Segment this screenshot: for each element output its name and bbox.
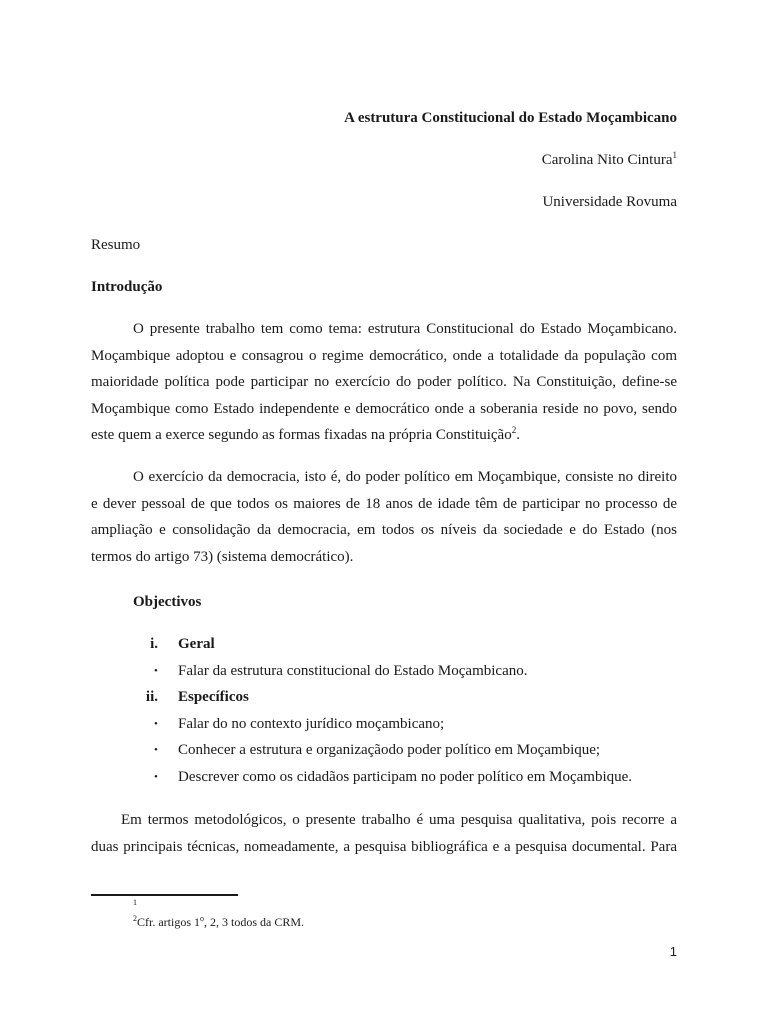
paragraph-line: O presente trabalho tem como tema: estrutura Constitucional do Estado Moçambicano.	[133, 321, 677, 337]
bullet-icon: •	[154, 744, 158, 756]
intro-paragraph-2	[91, 468, 677, 574]
bullet-icon: •	[154, 718, 158, 730]
paragraph-line: O exercício da democracia, isto é, do poder político em Moçambique, consiste no direito	[133, 469, 677, 485]
paragraph-line: Moçambique adoptou e consagrou o regime democrático, onde a totalidade da população com	[91, 347, 677, 364]
footnote-1: 1	[133, 898, 137, 907]
general-label: Geral	[178, 636, 215, 652]
list-item: Conhecer a estrutura e organizaçãodo poder político em Moçambique;	[178, 742, 601, 758]
intro-heading: Introdução	[91, 279, 163, 295]
document-title: A estrutura Constitucional do Estado Moçambicano	[344, 110, 677, 126]
footnote-ref-2: 2	[511, 425, 517, 435]
institution: Universidade Rovuma	[542, 194, 677, 210]
bullet-icon: •	[154, 665, 158, 677]
list-marker-ii: ii.	[145, 689, 158, 705]
footnote-2: $^2$Cfr. artigos 1$^o$, 2, 3 todos da CRM.	[133, 914, 305, 929]
paragraph-line: termos do artigo 73) (sistema democrático).	[91, 548, 354, 565]
methodology-paragraph	[91, 811, 677, 864]
list-item: Falar do no contexto jurídico moçambicano;	[178, 716, 445, 732]
author-line	[542, 151, 677, 169]
bullet-icon: •	[154, 771, 158, 783]
list-item: Descrever como os cidadãos participam no poder político em Moçambique.	[178, 769, 633, 785]
paragraph-line: Em termos metodológicos, o presente trabalho é uma pesquisa qualitativa, pois recorre a	[121, 812, 677, 828]
paragraph-line: e dever pessoal de que todos os maiores de 18 anos de idade têm de participar no processo de	[91, 495, 677, 512]
list-marker-i: i.	[150, 636, 158, 652]
paragraph-line: Moçambique como Estado independente e democrático onde a soberania reside no povo, sendo	[91, 400, 677, 417]
resumo-heading: Resumo	[91, 237, 141, 253]
author-name: Carolina Nito Cintura	[541, 152, 673, 168]
paragraph-line: duas principais técnicas, nomeadamente, a pesquisa bibliográfica e a pesquisa documental. Para	[91, 838, 677, 855]
footnote-separator	[91, 894, 238, 896]
author-footnote-ref: 1	[672, 150, 677, 160]
paragraph-line: maioridade política pode participar no exercício do poder político. Na Constituição, define-se	[91, 374, 677, 390]
objectives-heading: Objectivos	[133, 594, 202, 610]
paragraph-line: ampliação e consolidação da democracia, em todos os níveis da sociedade e do Estado (nos	[91, 522, 677, 538]
page-number: 1	[669, 944, 677, 959]
paragraph-line: este quem a exerce segundo as formas fixadas na própria Constituição$^2$.	[91, 425, 520, 443]
intro-paragraph-1	[91, 320, 677, 453]
specific-label: Específicos	[178, 689, 249, 705]
list-item: Falar da estrutura constitucional do Estado Moçambicano.	[178, 663, 528, 679]
